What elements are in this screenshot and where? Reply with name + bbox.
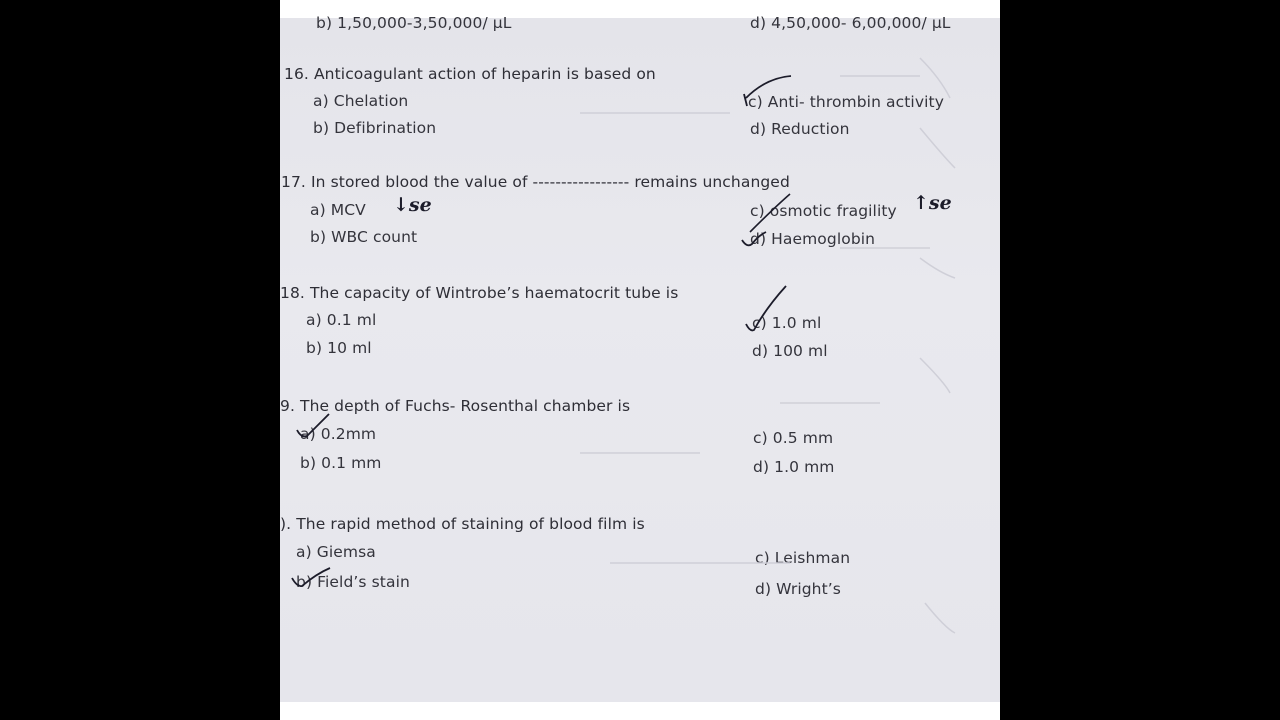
question-18-stem: 18. The capacity of Wintrobe’s haematocrit tube is xyxy=(280,284,679,302)
question-16-stem: 16. Anticoagulant action of heparin is based on xyxy=(284,65,656,83)
question-19-option-a: a) 0.2mm xyxy=(300,425,377,443)
question-20-option-b: b) Field’s stain xyxy=(296,573,410,591)
question-19-option-c: c) 0.5 mm xyxy=(753,429,834,447)
question-17-stem: 17. In stored blood the value of ----------------- remains unchanged xyxy=(281,173,790,191)
top-option-d: d) 4,50,000- 6,00,000/ μL xyxy=(750,14,951,32)
question-17-option-b: b) WBC count xyxy=(310,228,418,246)
question-18-option-d: d) 100 ml xyxy=(752,342,828,360)
question-17-option-a: a) MCV xyxy=(310,201,366,219)
top-option-b: b) 1,50,000-3,50,000/ μL xyxy=(316,14,512,32)
question-18-option-c: c) 1.0 ml xyxy=(752,314,822,332)
question-16-option-b: b) Defibrination xyxy=(313,119,437,137)
question-19-option-b: b) 0.1 mm xyxy=(300,454,382,472)
question-17-option-d: d) Haemoglobin xyxy=(750,230,876,248)
question-18-option-a: a) 0.1 ml xyxy=(306,311,377,329)
question-19-option-d: d) 1.0 mm xyxy=(753,458,835,476)
handwritten-note-q17-a: ↓se xyxy=(393,194,432,216)
question-20-option-c: c) Leishman xyxy=(755,549,851,567)
document-viewport xyxy=(280,0,1000,720)
question-18-option-b: b) 10 ml xyxy=(306,339,372,357)
question-19-stem: 9. The depth of Fuchs- Rosenthal chamber is xyxy=(280,397,631,415)
question-20-option-a: a) Giemsa xyxy=(296,543,376,561)
question-16-option-a: a) Chelation xyxy=(313,92,409,110)
question-20-option-d: d) Wright’s xyxy=(755,580,841,598)
question-20-stem: ). The rapid method of staining of blood film is xyxy=(280,515,645,533)
question-16-option-d: d) Reduction xyxy=(750,120,850,138)
exam-sheet xyxy=(280,14,1000,702)
question-16-option-c: c) Anti- thrombin activity xyxy=(748,93,944,111)
handwritten-note-q17-c: ↑se xyxy=(913,192,952,214)
question-17-option-c: c) osmotic fragility xyxy=(750,202,897,220)
